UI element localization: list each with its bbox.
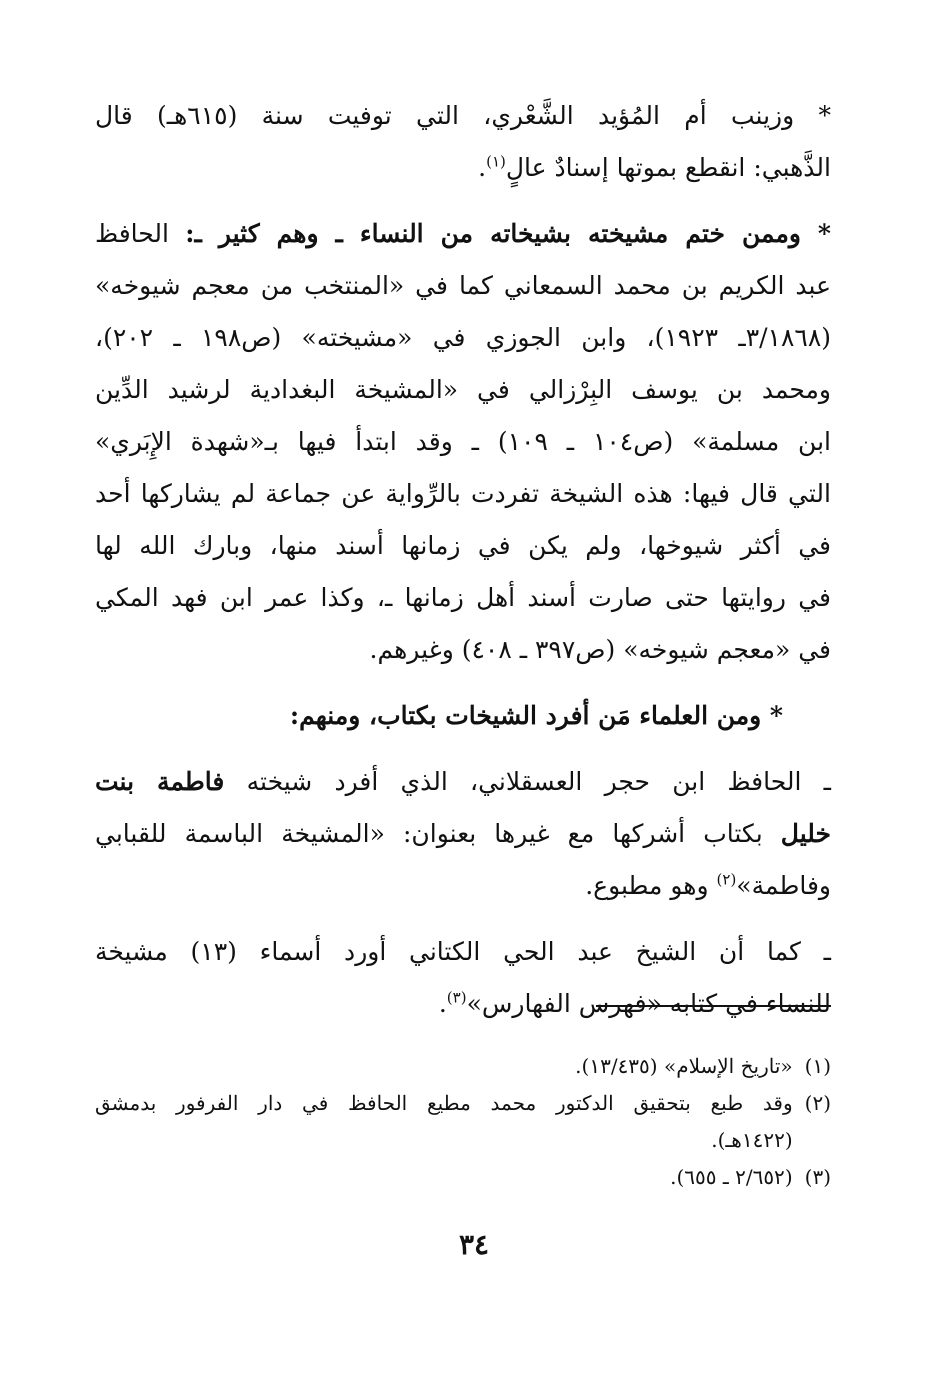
text-line [95,860,831,912]
bold-name: فاطمة بنت [95,767,225,796]
footnote-item [95,1048,831,1085]
page-body [95,90,831,1044]
footnote-number: (٢) [804,1091,831,1115]
footnote-text [95,1085,793,1159]
text-segment: ـ الحافظ ابن حجر العسقلاني، الذي أفرد شيخته [246,767,831,796]
footnote-line: (١٤٢٢هـ). [711,1128,793,1152]
text-segment: الذَّهبي: انقطع بموتها إسنادٌ عالٍ [505,153,831,182]
footnote-text [95,1159,793,1196]
bold-name: خليل [780,819,831,848]
footnote-ref[interactable]: (١) [486,152,506,171]
text-line [95,142,831,194]
section-heading: * ومن العلماء مَن أفرد الشيخات بكتاب، ومنهم: [289,701,783,730]
text-line: ابن مسلمة» (ص١٠٤ ـ ١٠٩) ـ وقد ابتدأ فيها بـ«شهدة الإِبَري» [95,427,831,456]
text-segment: . [478,153,487,182]
text-segment: وفاطمة» [736,871,831,900]
paragraph-ibn-hajar [95,756,831,912]
paragraph-heading [95,690,831,742]
footnote-number: (١) [804,1054,831,1078]
footnote-number: (٣) [804,1165,831,1189]
footnote-line: وقد طبع بتحقيق الدكتور محمد مطيع الحافظ في دار الفرفور بدمشق [95,1091,793,1115]
bold-lead: * وممن ختم مشيخته بشيخاته من النساء ـ وهم كثير ـ: [185,219,832,248]
paragraph-kattani [95,926,831,1030]
text-line: في روايتها حتى صارت أسند أهل زمانها ـ، وكذا عمر ابن فهد المكي [95,583,831,612]
text-line: * وزينب أم المُؤيد الشَّعْري، التي توفيت سنة (٦١٥هـ) قال [95,101,831,130]
paragraph-zaynab [95,90,831,194]
text-segment: بكتاب أشركها مع غيرها بعنوان: «المشيخة الباسمة للقبابي [95,819,763,848]
footnote-item [95,1085,831,1159]
footnote-ref[interactable]: (٣) [446,988,467,1007]
text-line: التي قال فيها: هذه الشيخة تفردت بالرِّواية عن جماعة لم يشاركها أحد [95,479,831,508]
text-line: ـ كما أن الشيخ عبد الحي الكتاني أورد أسماء (١٣) مشيخة [95,937,831,966]
text-line: في أكثر شيوخها، ولم يكن في زمانها أسند منها، وبارك الله لها [95,531,831,560]
text-line [95,208,831,260]
footnote-line: «تاريخ الإسلام» (١٣/٤٣٥). [575,1054,793,1078]
page-number: ٣٤ [458,1228,490,1261]
footnotes [95,1048,831,1196]
text-line: ومحمد بن يوسف البِرْزالي في «المشيخة البغدادية لرشيد الدِّين [95,375,831,404]
footnote-ref[interactable]: (٢) [716,870,737,889]
paragraph-mashyakha [95,208,831,676]
footnote-text [95,1048,793,1085]
text-segment: للنساء في كتابه «فهرس الفهارس» [466,989,831,1018]
text-segment: . [438,989,447,1018]
text-segment: الحافظ [95,219,169,248]
text-line: في «معجم شيوخه» (ص٣٩٧ ـ ٤٠٨) وغيرهم. [369,635,831,664]
footnote-item [95,1159,831,1196]
text-line: (٣/١٨٦٨ـ ١٩٢٣)، وابن الجوزي في «مشيخته» (ص١٩٨ ـ ٢٠٢)، [95,323,832,352]
footnote-separator [596,1005,831,1007]
text-segment: وهو مطبوع. [585,871,709,900]
footnote-line: (٢/٦٥٢ ـ ٦٥٥). [670,1165,793,1189]
text-line [95,756,831,808]
text-line [95,808,831,860]
text-line [95,978,831,1030]
text-line: عبد الكريم بن محمد السمعاني كما في «المنتخب من معجم شيوخه» [95,271,831,300]
